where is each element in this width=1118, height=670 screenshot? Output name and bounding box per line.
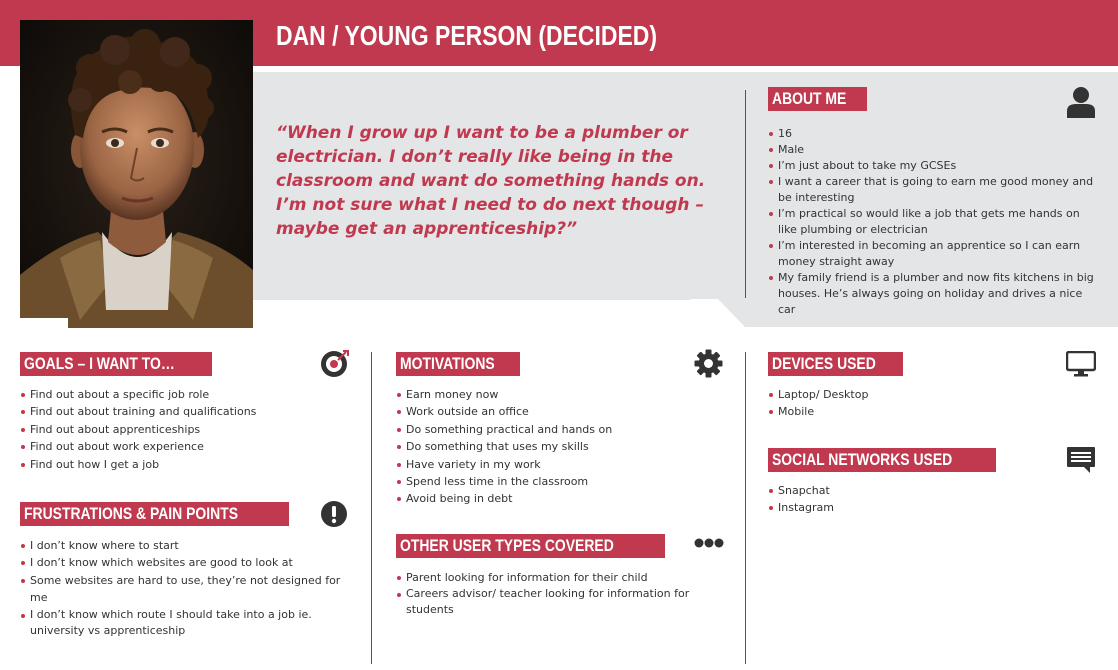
list-item: Careers advisor/ teacher looking for information for students: [396, 586, 696, 618]
persona-title: DAN / YOUNG PERSON (DECIDED): [276, 20, 658, 51]
list-item: Mobile: [768, 403, 1068, 420]
target-icon: [320, 349, 350, 379]
chat-icon: [1066, 446, 1096, 474]
list-item: Male: [768, 142, 1098, 158]
frustrations-heading: FRUSTRATIONS & PAIN POINTS: [20, 502, 289, 526]
list-item: Find out about a specific job role: [20, 386, 360, 403]
list-item: Earn money now: [396, 386, 736, 403]
list-item: Instagram: [768, 499, 1068, 516]
other-types-list: [396, 569, 696, 618]
goals-heading: GOALS – I WANT TO…: [20, 352, 212, 376]
more-dots-icon: [694, 537, 724, 549]
exclamation-icon: [320, 500, 348, 528]
persona-photo: [20, 20, 253, 328]
about-heading: ABOUT ME: [768, 87, 867, 111]
persona-quote: “When I grow up I want to be a plumber or electrician. I don’t really like being in the classroom and want do something hands on. I’m not sure what I need to do next though – maybe get an apprenticeship?”: [276, 123, 706, 239]
column-divider-left: [371, 352, 372, 664]
list-item: I don’t know where to start: [20, 537, 360, 554]
list-item: I don’t know which websites are good to look at: [20, 554, 360, 571]
list-item: I’m interested in becoming an apprentice so I can earn money straight away: [768, 238, 1098, 270]
devices-list: [768, 386, 1068, 421]
social-heading: SOCIAL NETWORKS USED: [768, 448, 996, 472]
about-list: [768, 126, 1098, 318]
list-item: I’m just about to take my GCSEs: [768, 158, 1098, 174]
list-item: Parent looking for information for their child: [396, 569, 696, 586]
list-item: I don’t know which route I should take into a job ie. university vs apprenticeship: [20, 607, 360, 639]
person-icon: [1066, 86, 1096, 118]
list-item: My family friend is a plumber and now fits kitchens in big houses. He’s always going on holiday and drives a nice car: [768, 270, 1098, 318]
list-item: Do something practical and hands on: [396, 421, 736, 438]
list-item: Spend less time in the classroom: [396, 473, 736, 490]
list-item: Have variety in my work: [396, 456, 736, 473]
motivations-heading: MOTIVATIONS: [396, 352, 520, 376]
panel-notch: [253, 300, 718, 330]
about-divider: [745, 90, 746, 298]
list-item: Avoid being in debt: [396, 490, 736, 507]
list-item: I want a career that is going to earn me good money and be interesting: [768, 174, 1098, 206]
goals-list: [20, 386, 360, 473]
monitor-icon: [1066, 351, 1096, 377]
list-item: Find out about work experience: [20, 438, 360, 455]
frustrations-list: [20, 537, 360, 639]
list-item: Snapchat: [768, 482, 1068, 499]
other-types-heading: OTHER USER TYPES COVERED: [396, 534, 665, 558]
panel-notch-slant: [690, 299, 750, 331]
list-item: Find out about training and qualifications: [20, 403, 360, 420]
gear-icon: [694, 349, 723, 378]
list-item: Laptop/ Desktop: [768, 386, 1068, 403]
list-item: Some websites are hard to use, they’re not designed for me: [20, 572, 360, 607]
list-item: I’m practical so would like a job that gets me hands on like plumbing or electrician: [768, 206, 1098, 238]
list-item: Find out how I get a job: [20, 456, 360, 473]
column-divider-right: [745, 352, 746, 664]
social-list: [768, 482, 1068, 517]
list-item: Work outside an office: [396, 403, 736, 420]
list-item: Find out about apprenticeships: [20, 421, 360, 438]
motivations-list: [396, 386, 736, 508]
devices-heading: DEVICES USED: [768, 352, 903, 376]
list-item: Do something that uses my skills: [396, 438, 736, 455]
list-item: 16: [768, 126, 1098, 142]
